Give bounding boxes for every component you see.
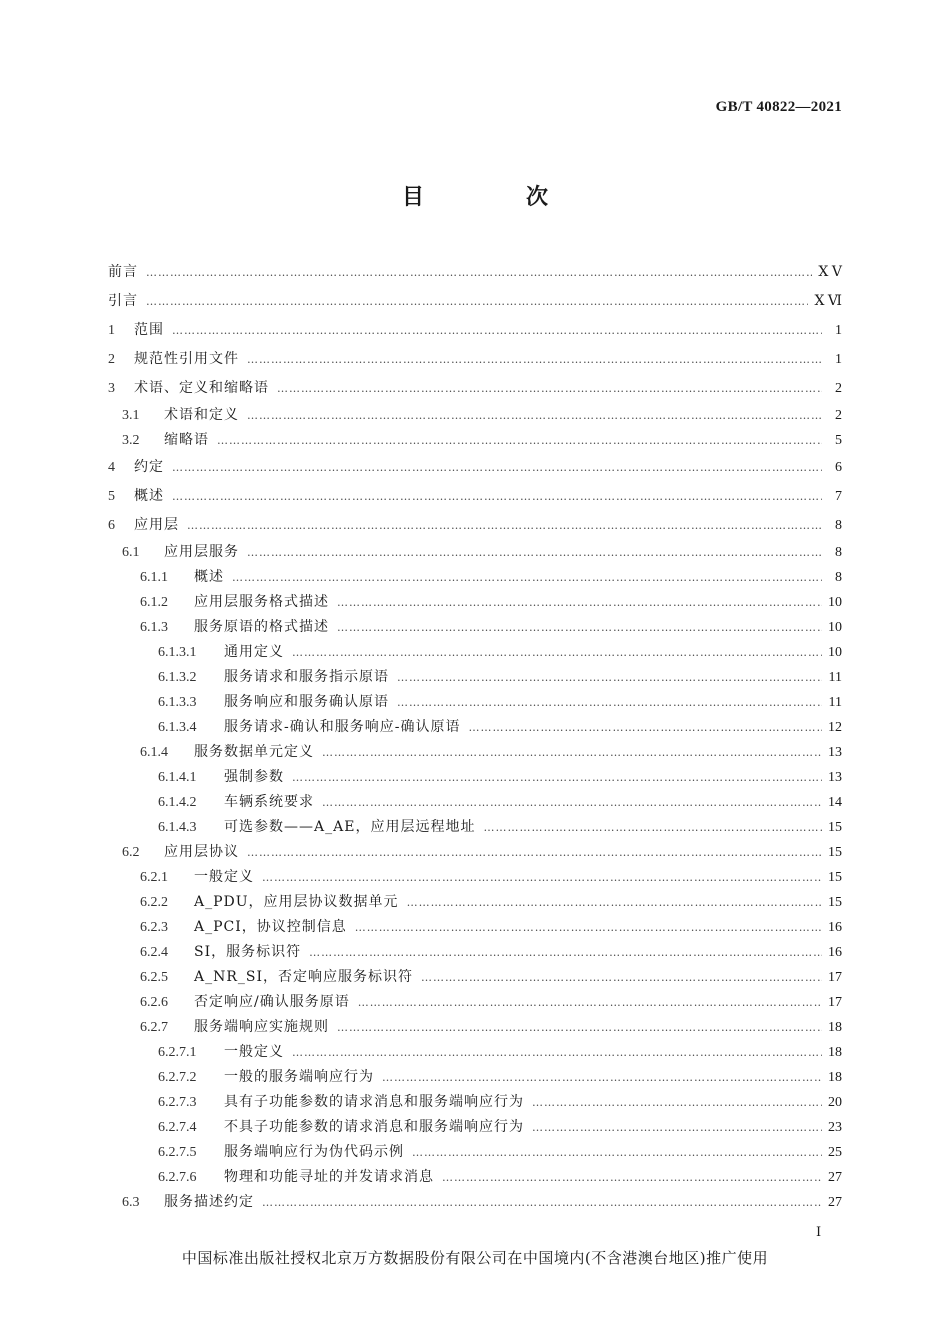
toc-entry-label: 具有子功能参数的请求消息和服务端响应行为 (224, 1094, 524, 1110)
toc-entry-page: 5 (835, 433, 842, 448)
toc-entry-label: 范围 (134, 322, 164, 338)
toc-entry[interactable] (108, 615, 842, 640)
toc-entry[interactable] (108, 815, 842, 840)
toc-entry[interactable] (108, 690, 842, 715)
toc-entry-page: 23 (828, 1120, 842, 1135)
toc-entry-number: 3.1 (122, 408, 140, 423)
toc-entry-label: 术语、定义和缩略语 (134, 380, 269, 396)
toc-leader-dots (337, 1015, 822, 1040)
toc-entry[interactable] (108, 482, 842, 511)
toc-entry-label: 一般的服务端响应行为 (224, 1069, 374, 1085)
toc-entry-number: 6.3 (122, 1195, 140, 1210)
toc-leader-dots (358, 990, 822, 1015)
toc-entry-number: 6.1 (122, 545, 140, 560)
toc-leader-dots (262, 1190, 822, 1215)
toc-entry-label: 服务描述约定 (164, 1194, 254, 1210)
toc-entry-page: 18 (828, 1045, 842, 1060)
toc-entry-label: 服务原语的格式描述 (194, 619, 329, 635)
toc-entry-page: 18 (828, 1020, 842, 1035)
toc-entry-label: 应用层协议 (164, 844, 239, 860)
toc-entry-number: 6.2.4 (140, 945, 168, 960)
toc-entry[interactable] (108, 1090, 842, 1115)
toc-entry[interactable] (108, 316, 842, 345)
document-code: GB/T 40822—2021 (715, 99, 842, 115)
page-number: Ⅰ (816, 1224, 822, 1239)
toc-entry-label: 缩略语 (164, 432, 209, 448)
toc-leader-dots (247, 345, 822, 374)
toc-entry-label: 应用层服务 (164, 544, 239, 560)
toc-entry[interactable] (108, 915, 842, 940)
toc-title: 目 次 (401, 185, 588, 210)
toc-entry-label: 引言 (108, 293, 138, 309)
toc-entry-number: 3 (108, 381, 115, 396)
toc-entry-label: A_PCI，协议控制信息 (194, 919, 347, 935)
toc-entry-number: 6.2.7.3 (158, 1095, 197, 1110)
toc-entry-number: 6.2.7.1 (158, 1045, 197, 1060)
toc-entry[interactable] (108, 640, 842, 665)
toc-entry-label: 术语和定义 (164, 407, 239, 423)
toc-entry[interactable] (108, 990, 842, 1015)
toc-leader-dots (442, 1165, 822, 1190)
toc-leader-dots (397, 665, 822, 690)
toc-leader-dots (172, 453, 822, 482)
toc-entry-number: 6.1.3.2 (158, 670, 197, 685)
toc-entry[interactable] (108, 940, 842, 965)
toc-entry-page: 18 (828, 1070, 842, 1085)
toc-entry-page: 25 (828, 1145, 842, 1160)
toc-entry[interactable] (108, 345, 842, 374)
toc-entry-label: 服务端响应实施规则 (194, 1019, 329, 1035)
toc-entry-page: 8 (835, 570, 842, 585)
toc-entry-number: 6.2.7.6 (158, 1170, 197, 1185)
toc-entry[interactable] (108, 965, 842, 990)
toc-entry-number: 6.2.2 (140, 895, 168, 910)
toc-leader-dots (247, 540, 822, 565)
toc-leader-dots (483, 815, 822, 840)
toc-entry[interactable] (108, 453, 842, 482)
toc-leader-dots (146, 287, 808, 316)
toc-entry-label: 一般定义 (224, 1044, 284, 1060)
toc-entry-page: 16 (828, 945, 842, 960)
toc-entry-number: 6.2.7.5 (158, 1145, 197, 1160)
toc-leader-dots (262, 865, 822, 890)
toc-entry-label: 前言 (108, 264, 138, 280)
toc-entry-number: 6.1.4.3 (158, 820, 197, 835)
toc-entry-number: 6.2.7.4 (158, 1120, 197, 1135)
toc-leader-dots (382, 1065, 822, 1090)
toc-entry-page: Ⅹ Ⅵ (814, 294, 842, 309)
toc-entry-page: 1 (835, 352, 842, 367)
toc-entry[interactable] (108, 540, 842, 565)
toc-entry-number: 6 (108, 518, 115, 533)
table-of-contents (108, 258, 842, 1215)
toc-entry-number: 5 (108, 489, 115, 504)
toc-entry[interactable] (108, 1015, 842, 1040)
toc-entry[interactable] (108, 374, 842, 403)
toc-entry[interactable] (108, 1065, 842, 1090)
toc-entry[interactable] (108, 1140, 842, 1165)
toc-entry-number: 3.2 (122, 433, 140, 448)
toc-entry-page: 8 (835, 518, 842, 533)
toc-entry-number: 6.1.1 (140, 570, 168, 585)
toc-entry[interactable] (108, 1115, 842, 1140)
toc-entry-page: 8 (835, 545, 842, 560)
toc-entry-page: 6 (835, 460, 842, 475)
toc-entry-page: 13 (828, 745, 842, 760)
toc-entry-page: 27 (828, 1170, 842, 1185)
toc-entry-page: 10 (828, 620, 842, 635)
toc-entry-label: 服务响应和服务确认原语 (224, 694, 389, 710)
toc-leader-dots (277, 374, 822, 403)
toc-entry-label: 概述 (134, 488, 164, 504)
toc-entry-page: 11 (828, 670, 842, 685)
toc-entry-number: 6.1.4.1 (158, 770, 197, 785)
toc-leader-dots (322, 740, 822, 765)
toc-entry-number: 6.2.5 (140, 970, 168, 985)
toc-entry[interactable] (108, 1165, 842, 1190)
toc-entry-label: 服务端响应行为伪代码示例 (224, 1144, 404, 1160)
toc-entry-number: 6.1.3.4 (158, 720, 197, 735)
toc-leader-dots (292, 765, 822, 790)
toc-entry[interactable] (108, 565, 842, 590)
toc-entry-page: 12 (828, 720, 842, 735)
toc-entry[interactable] (108, 740, 842, 765)
distribution-notice: 中国标准出版社授权北京万方数据股份有限公司在中国境内(不含港澳台地区)推广使用 (181, 1249, 769, 1267)
toc-leader-dots (421, 965, 822, 990)
toc-entry-page: 10 (828, 645, 842, 660)
toc-leader-dots (397, 690, 822, 715)
toc-entry-label: 强制参数 (224, 769, 284, 785)
toc-entry[interactable] (108, 403, 842, 428)
toc-entry-label: 否定响应/确认服务原语 (194, 994, 350, 1010)
toc-entry-label: 概述 (194, 569, 224, 585)
toc-entry-label: 服务请求-确认和服务响应-确认原语 (224, 719, 461, 735)
toc-entry-page: 1 (835, 323, 842, 338)
toc-entry-label: 规范性引用文件 (134, 351, 239, 367)
toc-entry[interactable] (108, 665, 842, 690)
toc-leader-dots (217, 428, 822, 453)
toc-entry-label: 可选参数——A_AE，应用层远程地址 (224, 819, 476, 835)
toc-leader-dots (337, 615, 822, 640)
toc-entry-number: 6.1.4 (140, 745, 168, 760)
toc-entry-label: 服务请求和服务指示原语 (224, 669, 389, 685)
toc-entry-label: 通用定义 (224, 644, 284, 660)
toc-entry-label: 约定 (134, 459, 164, 475)
toc-entry-number: 6.1.4.2 (158, 795, 197, 810)
toc-leader-dots (146, 258, 812, 287)
toc-leader-dots (412, 1140, 822, 1165)
toc-leader-dots (187, 511, 822, 540)
toc-entry[interactable] (108, 765, 842, 790)
toc-entry-page: 20 (828, 1095, 842, 1110)
toc-entry-page: 16 (828, 920, 842, 935)
toc-entry-number: 6.1.3.1 (158, 645, 197, 660)
toc-entry-number: 6.2.1 (140, 870, 168, 885)
toc-entry-number: 1 (108, 323, 115, 338)
toc-entry-label: A_NR_SI，否定响应服务标识符 (194, 969, 414, 985)
toc-entry-label: 不具子功能参数的请求消息和服务端响应行为 (224, 1119, 524, 1135)
toc-entry-page: Ⅹ Ⅴ (818, 265, 842, 280)
toc-entry-number: 6.2.3 (140, 920, 168, 935)
toc-entry-number: 2 (108, 352, 115, 367)
toc-entry-number: 6.2.7.2 (158, 1070, 197, 1085)
toc-leader-dots (468, 715, 822, 740)
toc-leader-dots (232, 565, 822, 590)
toc-leader-dots (355, 915, 822, 940)
toc-entry-page: 2 (835, 408, 842, 423)
toc-entry-page: 7 (835, 489, 842, 504)
toc-entry-page: 14 (828, 795, 842, 810)
toc-entry[interactable] (108, 890, 842, 915)
toc-entry-label: 车辆系统要求 (224, 794, 314, 810)
toc-entry[interactable] (108, 1190, 842, 1215)
toc-entry-number: 6.2.6 (140, 995, 168, 1010)
toc-entry-page: 15 (828, 845, 842, 860)
toc-entry-number: 4 (108, 460, 115, 475)
toc-entry[interactable] (108, 511, 842, 540)
toc-leader-dots (247, 840, 822, 865)
toc-entry-number: 6.1.2 (140, 595, 168, 610)
toc-entry-number: 6.1.3 (140, 620, 168, 635)
toc-entry-page: 10 (828, 595, 842, 610)
toc-entry[interactable] (108, 840, 842, 865)
toc-entry[interactable] (108, 258, 842, 287)
toc-entry-number: 6.2 (122, 845, 140, 860)
toc-leader-dots (292, 1040, 822, 1065)
toc-entry[interactable] (108, 715, 842, 740)
toc-entry-label: 应用层服务格式描述 (194, 594, 329, 610)
toc-leader-dots (172, 482, 822, 511)
toc-leader-dots (247, 403, 822, 428)
toc-entry-label: 服务数据单元定义 (194, 744, 314, 760)
toc-leader-dots (337, 590, 822, 615)
toc-entry-page: 27 (828, 1195, 842, 1210)
toc-entry-number: 6.2.7 (140, 1020, 168, 1035)
toc-leader-dots (172, 316, 822, 345)
toc-entry-page: 11 (828, 695, 842, 710)
toc-entry-label: A_PDU，应用层协议数据单元 (194, 894, 399, 910)
toc-entry[interactable] (108, 287, 842, 316)
toc-leader-dots (532, 1115, 822, 1140)
toc-entry-page: 15 (828, 820, 842, 835)
toc-leader-dots (309, 940, 822, 965)
toc-entry-page: 15 (828, 895, 842, 910)
toc-entry-label: 物理和功能寻址的并发请求消息 (224, 1169, 434, 1185)
toc-entry-page: 13 (828, 770, 842, 785)
toc-entry[interactable] (108, 590, 842, 615)
toc-leader-dots (532, 1090, 822, 1115)
toc-entry-page: 15 (828, 870, 842, 885)
toc-leader-dots (407, 890, 822, 915)
toc-entry-number: 6.1.3.3 (158, 695, 197, 710)
toc-entry[interactable] (108, 428, 842, 453)
toc-entry-page: 2 (835, 381, 842, 396)
toc-entry[interactable] (108, 790, 842, 815)
toc-entry[interactable] (108, 865, 842, 890)
toc-leader-dots (322, 790, 822, 815)
toc-entry-label: SI，服务标识符 (194, 944, 302, 960)
toc-entry-page: 17 (828, 970, 842, 985)
toc-entry[interactable] (108, 1040, 842, 1065)
toc-entry-label: 应用层 (134, 517, 179, 533)
toc-entry-page: 17 (828, 995, 842, 1010)
toc-entry-label: 一般定义 (194, 869, 254, 885)
toc-leader-dots (292, 640, 822, 665)
